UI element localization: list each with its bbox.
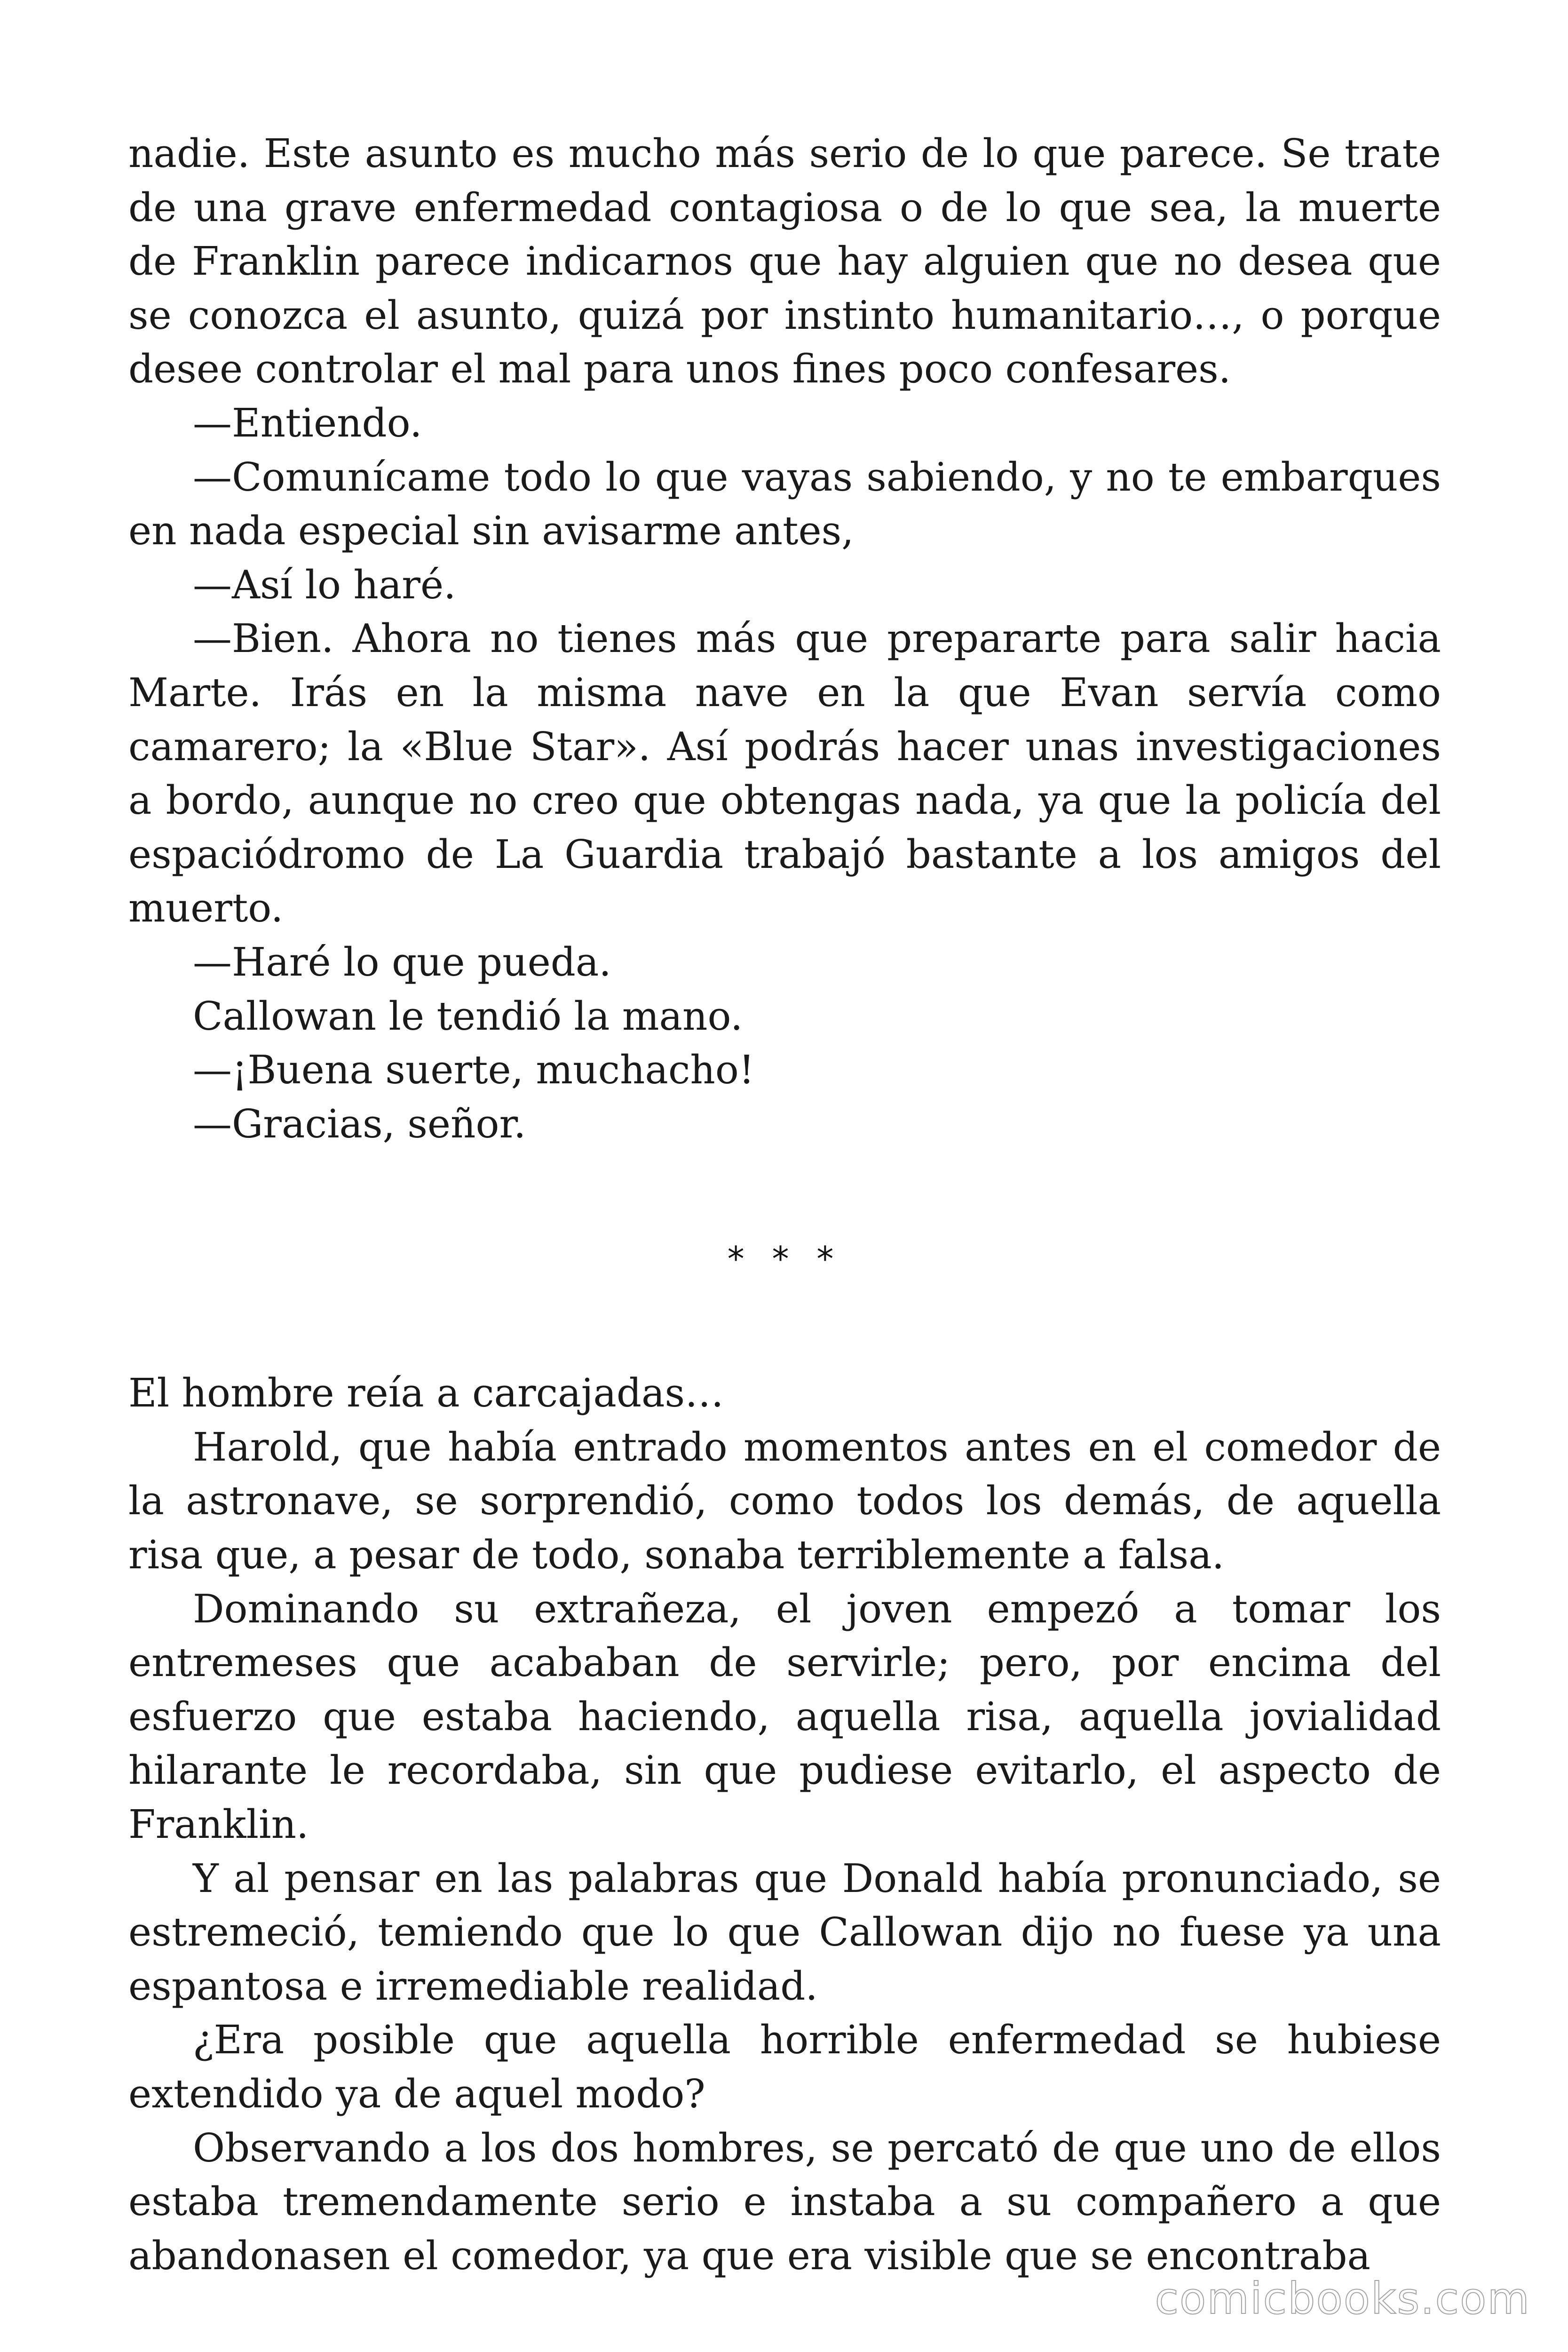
section-separator: * * * xyxy=(727,1239,842,1279)
paragraph: —Bien. Ahora no tienes más que prepararte para salir hacia Marte. Irás en la misma nave en la que Evan servía como camarero; la «Blue Star». Así podrás hacer unas investigaciones a bordo, aunque no creo que obtengas nada, ya que la policía del espaciódromo de La Guardia trabajó bastante a los amigos del muerto. xyxy=(128,616,1441,931)
paragraph: Observando a los dos hombres, se percató de que uno de ellos estaba tremendamente serio e instaba a su compañero a que abandonasen el comedor, ya que era visible que se encontraba xyxy=(128,2125,1441,2279)
paragraph: Y al pensar en las palabras que Donald había pronunciado, se estremeció, temiendo que lo que Callowan dijo no fuese ya una espantosa e irremediable realidad. xyxy=(128,1855,1441,2009)
paragraph: —Haré lo que pueda. xyxy=(193,939,611,985)
paragraph: ¿Era posible que aquella horrible enfermedad se hubiese extendido ya de aquel modo? xyxy=(128,2017,1441,2117)
paragraph: —Entiendo. xyxy=(193,400,422,446)
paragraph: —Comunícame todo lo que vayas sabiendo, y no te embarques en nada especial sin avisarme antes, xyxy=(128,454,1441,554)
paragraph: —Así lo haré. xyxy=(193,562,456,608)
paragraph: Dominando su extrañeza, el joven empezó a tomar los entremeses que acababan de servirle; pero, por encima del esfuerzo que estaba haciendo, aquella risa, aquella jovialidad hilarante le recordaba, sin que pudiese evitarlo, el aspecto de Franklin. xyxy=(128,1586,1441,1848)
paragraph: Harold, que había entrado momentos antes en el comedor de la astronave, se sorprendió, como todos los demás, de aquella risa que, a pesar de todo, sonaba terriblemente a falsa. xyxy=(128,1424,1441,1578)
paragraph: —Gracias, señor. xyxy=(193,1101,526,1147)
site-watermark: comicbooks.com xyxy=(1155,2273,1530,2324)
page-body xyxy=(128,127,1441,2283)
paragraph: nadie. Este asunto es mucho más serio de lo que parece. Se trate de una grave enfermedad contagiosa o de lo que sea, la muerte de Franklin parece indicarnos que hay alguien que no desea que se conozca el asunto, quizá por instinto humanitario…, o porque desee controlar el mal para unos fines poco confesares. xyxy=(128,131,1441,392)
paragraph: El hombre reía a carcajadas… xyxy=(128,1370,724,1416)
paragraph: —¡Buena suerte, muchacho! xyxy=(193,1047,755,1093)
paragraph: Callowan le tendió la mano. xyxy=(193,993,743,1039)
